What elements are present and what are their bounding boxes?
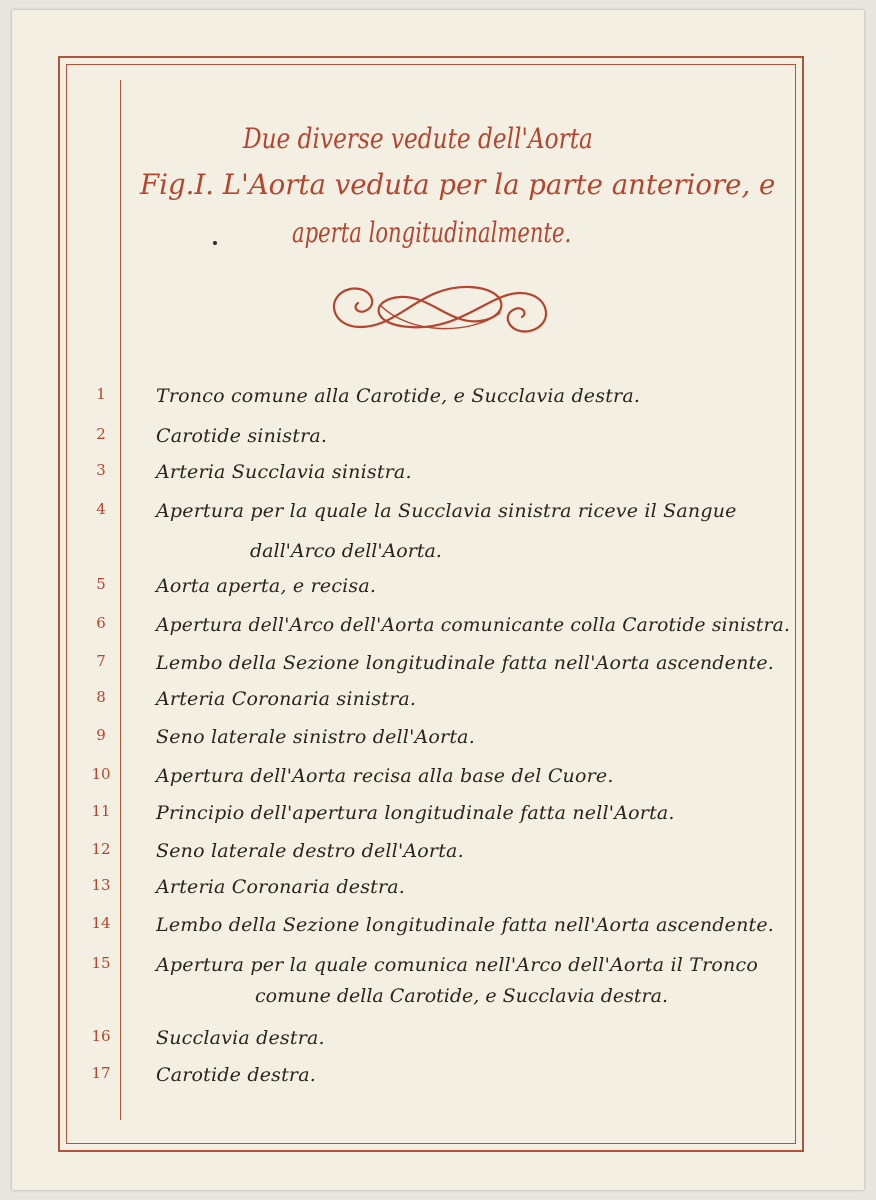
item-text: Carotide destra. [156,1064,316,1086]
item-number: 10 [91,765,111,783]
item-number: 5 [96,575,106,593]
item-number: 9 [96,726,106,744]
item-number: 8 [96,688,106,706]
item-text-continuation: dall'Arco dell'Aorta. [250,540,442,562]
list-item [0,385,876,421]
item-text: Seno laterale sinistro dell'Aorta. [156,726,475,748]
list-item [0,840,876,876]
item-text: Tronco comune alla Carotide, e Succlavia destra. [156,385,641,407]
item-number: 16 [91,1027,111,1045]
item-text: Apertura per la quale comunica nell'Arco dell'Aorta il Tronco [156,954,758,976]
list-item [0,914,876,950]
item-number: 3 [96,461,106,479]
list-item [0,765,876,801]
item-number: 12 [91,840,111,858]
item-text: Arteria Coronaria sinistra. [156,688,417,710]
item-number: 11 [91,802,111,820]
item-text: Succlavia destra. [156,1027,325,1049]
item-text: Lembo della Sezione longitudinale fatta nell'Aorta ascendente. [156,652,775,674]
list-item [0,575,876,611]
item-text-continuation: comune della Carotide, e Succlavia destra. [255,985,669,1007]
flourish-icon [320,275,560,345]
item-text: Carotide sinistra. [156,425,328,447]
item-text: Seno laterale destro dell'Aorta. [156,840,464,862]
item-number: 1 [96,385,106,403]
item-number: 14 [91,914,111,932]
item-text: Apertura dell'Aorta recisa alla base del Cuore. [156,765,614,787]
list-item [0,802,876,838]
item-number: 4 [96,500,106,518]
item-text: Principio dell'apertura longitudinale fatta nell'Aorta. [156,802,675,824]
list-item [0,500,876,536]
item-text: Aorta aperta, e recisa. [156,575,377,597]
list-item [0,425,876,461]
item-number: 17 [91,1064,111,1082]
list-item [0,652,876,688]
item-number: 13 [91,876,111,894]
item-number: 15 [91,954,111,972]
item-text: Apertura dell'Arco dell'Aorta comunicante colla Carotide sinistra. [156,614,791,636]
list-item [0,461,876,497]
item-text: Lembo della Sezione longitudinale fatta nell'Aorta ascendente. [156,914,775,936]
ink-dot [213,241,217,245]
title-line-1: Due diverse vedute dell'Aorta [243,122,593,155]
item-number: 7 [96,652,106,670]
list-item [0,726,876,762]
item-text: Apertura per la quale la Succlavia sinistra riceve il Sangue [156,500,737,522]
list-item [0,614,876,650]
title-line-3: aperta longitudinalmente. [292,216,572,249]
item-number: 6 [96,614,106,632]
item-number: 2 [96,425,106,443]
title-line-2: Fig.I. L'Aorta veduta per la parte anteriore, e [140,168,776,201]
list-item [0,876,876,912]
list-item [0,1027,876,1063]
item-text: Arteria Coronaria destra. [156,876,406,898]
list-item [0,1064,876,1100]
item-text: Arteria Succlavia sinistra. [156,461,412,483]
list-item [0,688,876,724]
